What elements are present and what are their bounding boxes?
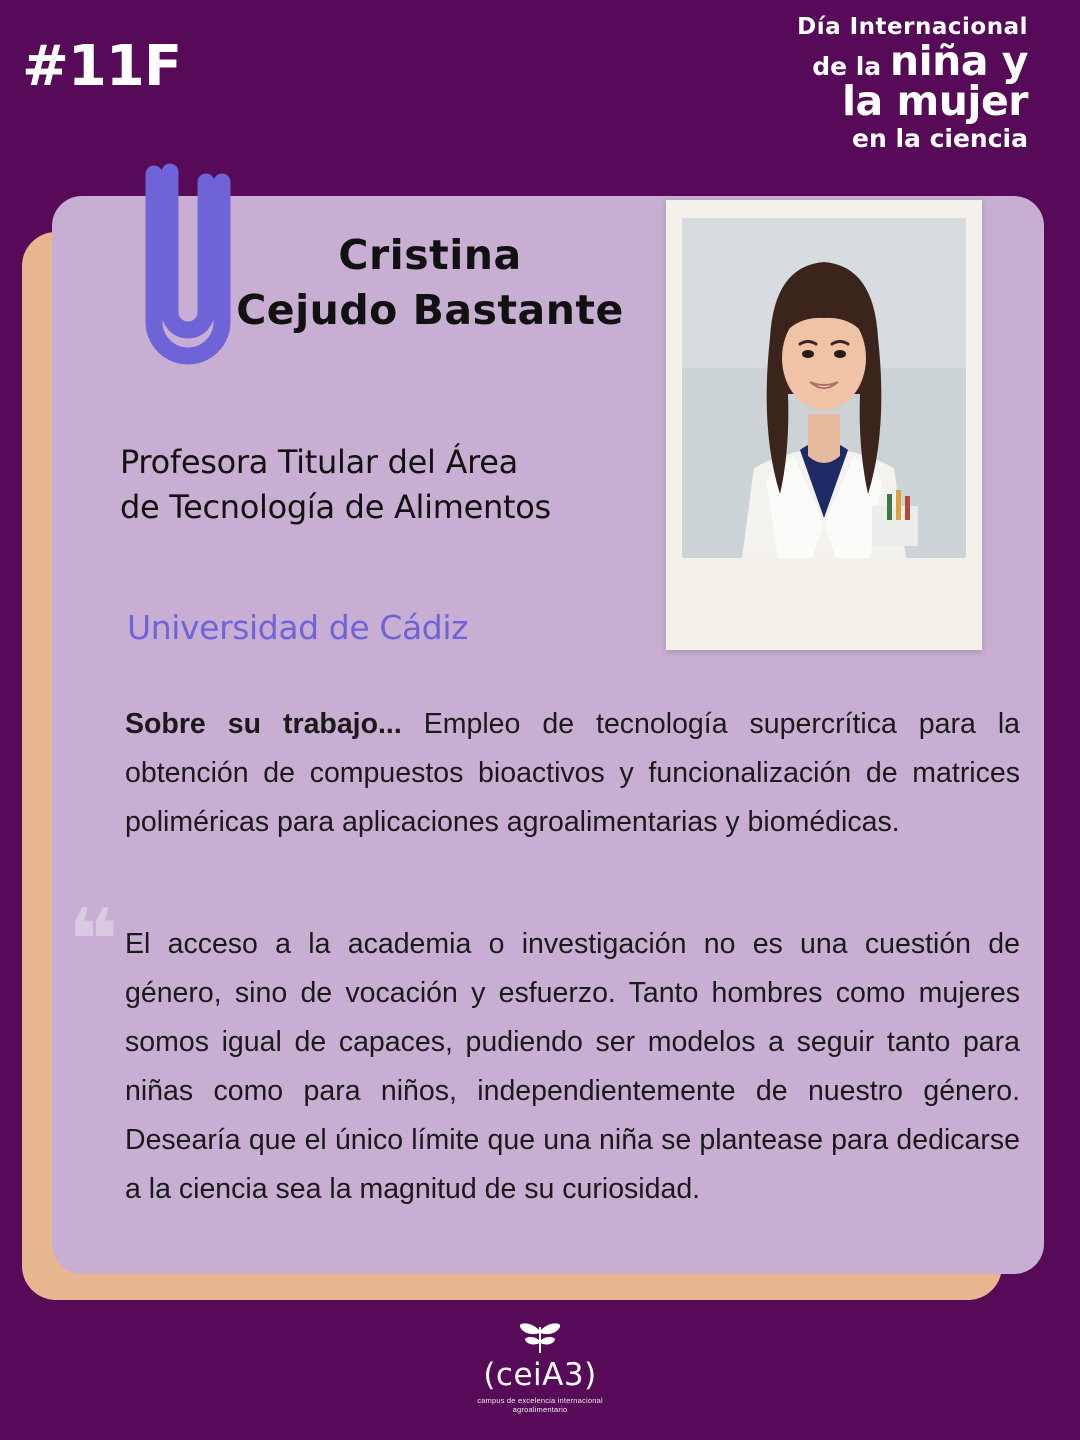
hashtag-label: #11F xyxy=(22,34,182,99)
event-title-line3: la mujer xyxy=(842,77,1028,126)
work-label: Sobre su trabajo... xyxy=(125,708,402,740)
logo-subtitle-2: agroalimentario xyxy=(512,1405,568,1414)
person-name xyxy=(190,228,670,339)
event-title-block xyxy=(608,16,1028,152)
event-title-line4: en la ciencia xyxy=(851,124,1028,154)
footer-logo xyxy=(0,1319,1080,1414)
logo-subtitle-1: campus de excelencia internacional xyxy=(477,1396,603,1405)
portrait-frame xyxy=(666,200,982,650)
university-label: Universidad de Cádiz xyxy=(127,608,469,647)
event-title-line1: Día Internacional xyxy=(797,14,1028,40)
person-role-line2: de Tecnología de Alimentos xyxy=(120,488,551,527)
work-paragraph xyxy=(125,700,1020,847)
quote-paragraph: El acceso a la academia o investigación no es una cuestión de género, sino de vocación y esfuerzo. Tanto hombres como mujeres somos igual de capaces, pudiendo ser modelos a seguir tanto para niñas como para niños, independientemente de nuestro género. Desearía que el único límite que una niña se plantease para dedicarse a la ciencia sea la magnitud de su curiosidad. xyxy=(125,928,1020,1206)
logo-wordmark: (ceiA3) xyxy=(483,1357,597,1393)
event-title-line2-small: de la xyxy=(812,52,890,82)
paperclip-icon xyxy=(140,152,236,392)
portrait-photo xyxy=(682,218,966,558)
quote-mark-icon: ❝ xyxy=(68,891,119,991)
leaf-icon xyxy=(517,1319,563,1353)
person-role-line1: Profesora Titular del Área xyxy=(120,443,518,481)
person-name-line2: Cejudo Bastante xyxy=(236,286,624,335)
event-title-line2-big: niña y xyxy=(889,37,1028,86)
person-role xyxy=(120,440,690,531)
work-text: Empleo de tecnología supercrítica para la obtención de compuestos bioactivos y funcionalización de matrices poliméricas para aplicaciones agroalimentarias y biomédicas. xyxy=(125,708,1021,839)
person-name-line1: Cristina xyxy=(338,231,522,279)
